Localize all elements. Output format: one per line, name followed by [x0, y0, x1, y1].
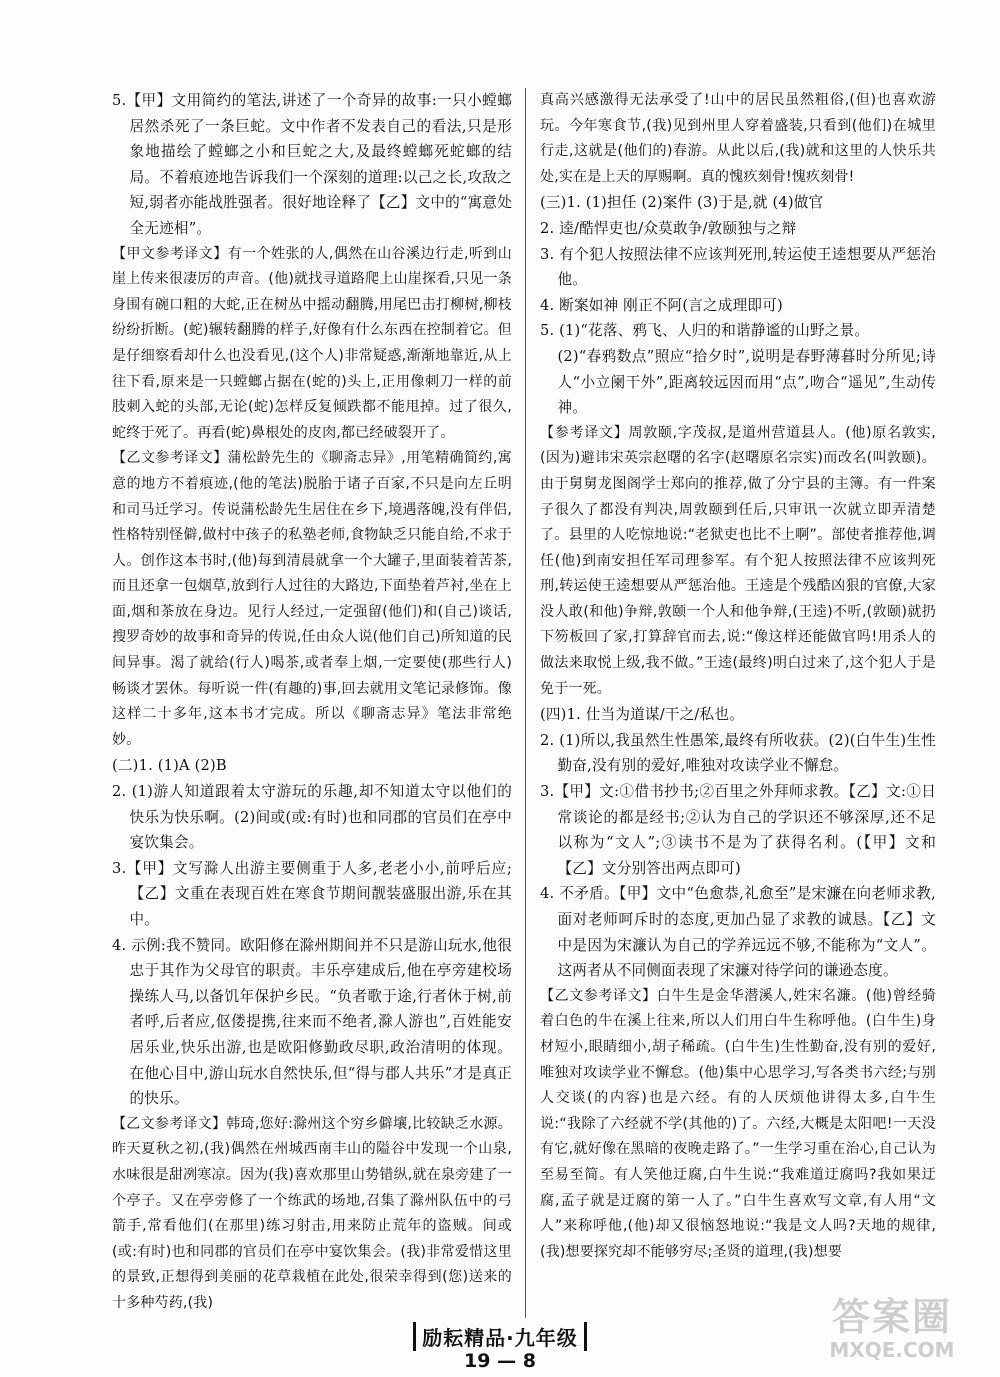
- watermark-logo-text: 答案圈: [831, 1295, 952, 1339]
- right-column-paragraph: 【乙文参考译文】白牛生是金华潜溪人,姓宋名濂。(他)曾经骑着白色的牛在溪上往来,所以人们用白牛生称呼他。(白牛生)身材短小,眼睛细小,胡子稀疏。(白牛生)生性勤奋,没有别的爱好,唯独对攻读学业不懈怠。(他)集中心思学习,写各类书六经;与别人交谈(的内容)也是六经。有的人厌烦他讲得太多,白牛生说:“我除了六经就不学(其他的)了。六经,大概是太阳吧!一天没有它,就好像在黑暗的夜晚走路了。”一生学习重在治心,自己认为至易至简。有人笑他迂腐,白牛生说:“我难道迂腐吗?我如果迂腐,孟子就是迂腐的第一人了。”白牛生喜欢写文章,有人用“文人”来称呼他,(他)却又很恼怒地说:“我是文人吗?天地的规律,(我)想要探究却不能够穷尽;圣贤的道理,(我)想要: [540, 987, 936, 1260]
- right-column-paragraph: 3.【甲】文:①借书抄书;②百里之外拜师求教。【乙】文:①日常谈论的都是经书;②认为自己的学识还不够深厚,还不足以称为“文人”;③读书不是为了获得名利。(【甲】文和【乙】文分别答出两点即可): [540, 783, 936, 877]
- watermark-logo: [802, 1295, 982, 1365]
- right-column-paragraph: (四)1. 仕当为道谋/干之/私也。: [540, 706, 744, 724]
- right-column: [540, 88, 936, 1265]
- right-column-paragraph: 2. (1)所以,我虽然生性愚笨,最终有所收获。(2)(白牛生)生性勤奋,没有别的爱好,唯独对攻读学业不懈怠。: [540, 731, 936, 775]
- left-column-paragraph: 2. (1)游人知道跟着太守游玩的乐趣,却不知道太守以他们的快乐为快乐啊。(2)间或(或:有时)也和同郡的官员们在亭中宴饮集会。: [112, 783, 512, 852]
- right-column-paragraph: (2)“春鸦数点”照应“拾夕时”,说明是春野薄暮时分所见;诗人“小立阑干外”,距离较远因而用“点”,吻合“遥见”,生动传神。: [557, 347, 936, 417]
- left-column-paragraph: 【乙文参考译文】韩琦,您好:滁州这个穷乡僻壤,比较缺乏水源。昨天夏秋之初,(我)偶然在州城西南丰山的隘谷中发现一个山泉,水味很是甜冽寒凉。因为(我)喜欢那里山势错纵,就在泉旁建了一个亭子。又在亭旁修了一个练武的场地,召集了滁州队伍中的弓箭手,常看他们(在那里)练习射击,用来防止荒年的盗贼。间或(或:有时)也和同郡的官员们在亭中宴饮集会。(我)非常爱惜这里的景致,正想得到美丽的花草栽植在此处,很荣幸得到(您)送来的十多种芍药,(我): [112, 1115, 512, 1311]
- column-divider: [525, 88, 526, 1318]
- right-column-paragraph: 【参考译文】周敦颐,字茂叔,是道州营道县人。(他)原名敦实,(因为)避讳宋英宗赵曙的名字(赵曙原名宗实)而改名(叫敦颐)。由于舅舅龙图阁学士郑向的推荐,做了分宁县的主簿。有一件案子很久了都没有判决,周敦颐到任后,只审讯一次就立即弄清楚了。县里的人吃惊地说:“老狱吏也比不上啊”。部使者推荐他,调任(他)到南安担任军司理参军。有个犯人按照法律不应该判死刑,转运使王逵想要从严惩治他。王逵是个残酷凶狠的官僚,大家没人敢(和他)争辩,敦颐一个人和他争辩,(王逵)不听,(敦颐)就扔下笏板回了家,打算辞官而去,说:“像这样还能做官吗!用杀人的做法来取悦上级,我不做。”王逵(最终)明白过来了,这个犯人于是免于一死。: [540, 424, 936, 697]
- left-column-paragraph: 5.【甲】文用简约的笔法,讲述了一个奇异的故事:一只小螳螂居然杀死了一条巨蛇。文中作者不发表自己的看法,只是形象地描绘了螳螂之小和巨蛇之大,及最终螳螂死蛇螂的结局。不着痕迹地告诉我们一个深刻的道理:以己之长,攻敌之短,弱者亦能战胜强者。很好地诠释了【乙】文中的“寓意处全无迹相”。: [112, 92, 512, 237]
- right-column-paragraph: 5. (1)“花落、鸦飞、人归的和谐静谧的山野之景。: [540, 322, 870, 340]
- brand-label: 励耘精品·九年级: [413, 1322, 587, 1351]
- left-column-paragraph: 4. 示例:我不赞同。欧阳修在滁州期间并不只是游山玩水,他很忠于其作为父母官的职责。丰乐亭建成后,他在亭旁建校场操练人马,以备饥年保护乡民。“负者歌于途,行者休于树,前者呼,后者应,伛偻提携,往来而不绝者,滁人游也”,百姓能安居乐业,快乐出游,也是欧阳修勤政尽职,政治清明的体现。在他心目中,游山玩水自然快乐,但“得与郡人共乐”才是真正的快乐。: [112, 936, 512, 1108]
- left-column-paragraph: (二)1. (1)A (2)B: [112, 757, 227, 775]
- left-column: [112, 88, 512, 1317]
- right-column-paragraph: 真高兴感激得无法承受了!山中的居民虽然粗俗,(但)也喜欢游玩。今年寒食节,(我)见到州里人穿着盛装,只看到(他们)在城里行走,这就是(他们的)春游。从此以后,(我)就和这里的人快乐共处,实在是上天的厚赐啊。真的愧疚刻骨!愧疚刻骨!: [540, 92, 936, 185]
- left-column-paragraph: 3.【甲】文写滁人出游主要侧重于人多,老老小小,前呼后应;【乙】文重在表现百姓在寒食节期间靓装盛服出游,乐在其中。: [112, 859, 512, 928]
- right-column-paragraph: 4. 不矛盾。【甲】文中“色愈恭,礼愈至”是宋濂在向老师求教,面对老师呵斥时的态度,更加凸显了求教的诚恳。【乙】文中是因为宋濂认为自己的学养远远不够,不能称为“文人”。这两者从不同侧面表现了宋濂对待学问的谦逊态度。: [540, 885, 936, 980]
- left-column-paragraph: 【乙文参考译文】蒲松龄先生的《聊斋志异》,用笔精确简约,寓意的地方不着痕迹,(他的笔法)脱胎于诸子百家,不只是向左丘明和司马迁学习。传说蒲松龄先生居住在乡下,境遇落魄,没有伴侣,性格特别怪僻,做村中孩子的私塾老师,食物缺乏只能自给,不求于人。创作这本书时,(他)每到清晨就拿一个大罐子,里面装着苦茶,而且还拿一包烟草,放到行人过往的大路边,下面垫着芦衬,坐在上面,烟和茶放在身边。见行人经过,一定强留(他们)和(自己)谈话,搜罗奇妙的故事和奇异的传说,任由众人说(他们自己)所知道的民间异事。渴了就给(行人)喝茶,或者奉上烟,一定要使(那些行人)畅谈才罢休。每听说一件(有趣的)事,回去就用文笔记录修饰。像这样二十多年,这本书才完成。所以《聊斋志异》笔法非常绝妙。: [112, 450, 512, 748]
- right-column-paragraph: 2. 逵/酷悍吏也/众莫敢争/敦颐独与之辩: [540, 219, 797, 237]
- page-number: 19 — 8: [464, 1350, 536, 1372]
- right-column-paragraph: (三)1. (1)担任 (2)案件 (3)于是,就 (4)做官: [540, 194, 824, 212]
- watermark-url: MXQE.COM: [829, 1338, 955, 1362]
- right-column-paragraph: 4. 断案如神 刚正不阿(言之成理即可): [540, 296, 783, 314]
- right-column-paragraph: 3. 有个犯人按照法律不应该判死刑,转运使王逵想要从严惩治他。: [540, 245, 936, 289]
- left-column-paragraph: 【甲文参考译文】有一个姓张的人,偶然在山谷溪边行走,听到山崖上传来很凄厉的声音。(他)就找寻道路爬上山崖探看,只见一条身围有碗口粗的大蛇,正在树丛中摇动翻腾,用尾巴击打柳树,柳枝纷纷折断。(蛇)辗转翻腾的样子,好像有什么东西在控制着它。但是仔细察看却什么也没看见,(这个人)非常疑惑,渐渐地靠近,从上往下看,原来是一只螳螂占据在(蛇的)头上,正用像刺刀一样的前肢刺入蛇的头部,无论(蛇)怎样反复倾跌都不能甩掉。过了很久,蛇终于死了。再看(蛇)鼻根处的皮肉,都已经破裂开了。: [112, 245, 512, 441]
